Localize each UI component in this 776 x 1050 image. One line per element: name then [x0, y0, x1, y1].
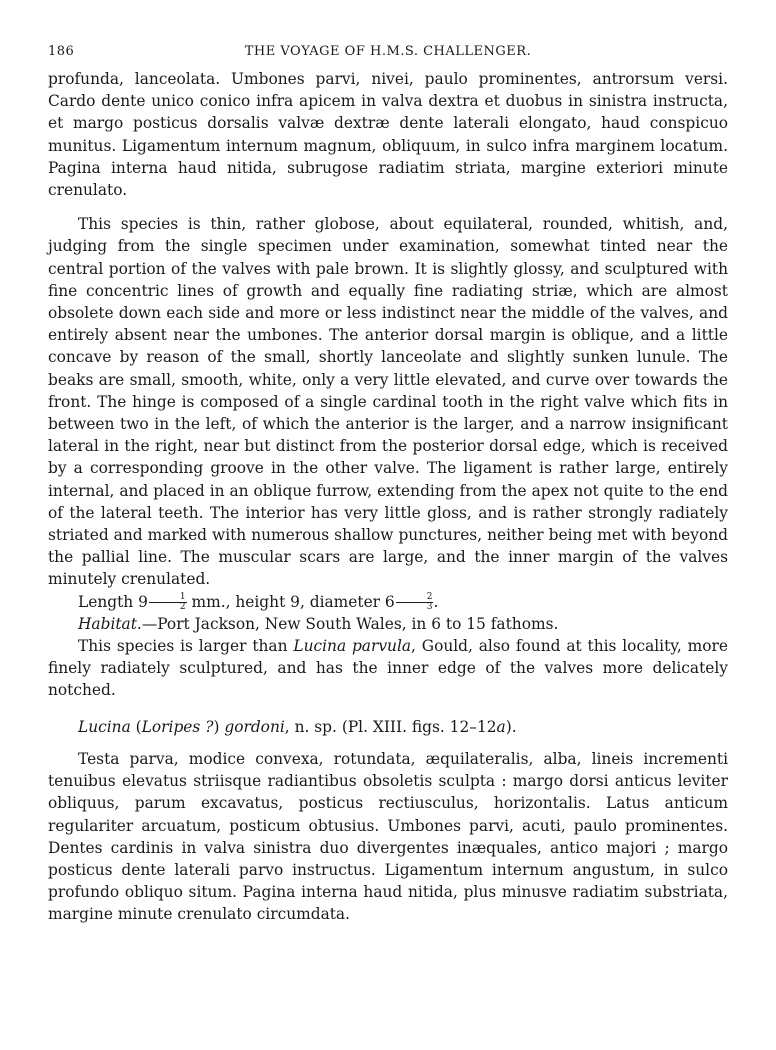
species-genus: Lucina	[78, 717, 131, 736]
diameter-fraction-numerator: 2	[396, 593, 434, 603]
habitat-label: Habitat.	[78, 614, 142, 633]
species-heading	[48, 716, 728, 738]
length-label: Length 9	[78, 592, 148, 611]
latin-description-2: Testa parva, modice convexa, rotundata, æquilateralis, alba, lineis incrementi tenuibus elevatus striisque radiantibus obsoletis sculpta : margo dorsi anticus leviter obliquus, parum excavatus, posticus rectiusculus, horizontalis. Latus anticum regulariter arcuatum, posticum obtusius. Umbones parvi, acuti, paulo prominentes. Dentes cardinis in valva sinistra duo divergentes inæquales, antico majori ; margo posticus dente laterali parvo instructus. Ligamentum internum angustum, in sulco profundo obliquo situm. Pagina interna haud nitida, plus minusve radiatim substriata, margine minute crenulato circumdata.	[48, 749, 728, 924]
measurements-end: .	[433, 592, 439, 611]
measurements-line	[48, 591, 728, 613]
species-rest: , n. sp. (Pl. XIII. figs. 12–12	[284, 717, 497, 736]
species-fig-suffix: a	[496, 717, 506, 736]
diameter-fraction-denominator: 3	[426, 602, 433, 613]
running-title: THE VOYAGE OF H.M.S. CHALLENGER.	[244, 44, 532, 59]
habitat-line	[48, 613, 728, 635]
comparison-after: , Gould, also found at this locality, more finely radiately sculptured, and has the inner edge of the valves more delicately notched.	[48, 637, 728, 700]
page	[48, 44, 728, 926]
comparison-paragraph	[48, 635, 728, 702]
english-description: This species is thin, rather globose, about equilateral, rounded, whitish, and, judging from the single specimen under examination, somewhat tinted near the central portion of the valves with pale brown. It is slightly glossy, and sculptured with fine concentric lines of growth and equally fine radiating striæ, which are almost obsolete down each side and more or less indistinct near the middle of the valves, and entirely absent near the umbones. The anterior dorsal margin is oblique, and a little concave by reason of the small, shortly lanceolate and slightly sunken lunule. The beaks are small, smooth, white, only a very little elevated, and curve over towards the front. The hinge is composed of a single cardinal tooth in the right valve which fits in between two in the left, of which the anterior is the larger, and a narrow insignificant lateral in the right, near but distinct from the posterior dorsal edge, which is received by a corresponding groove in the other valve. The ligament is rather large, entirely internal, and placed in an oblique furrow, extending from the apex not quite to the end of the lateral teeth. The interior has very little gloss, and is rather strongly radiately striated and marked with numerous shallow punctures, neither being met with beyond the pallial line. The muscular scars are large, and the inner margin of the valves minutely crenulated.	[48, 215, 728, 589]
species-subgenus: Loripes ?	[141, 717, 214, 736]
species-open-paren: (	[130, 717, 142, 736]
length-fraction-denominator: 2	[179, 602, 186, 613]
comparison-before: This species is larger than	[78, 637, 294, 656]
page-number: 186	[48, 44, 75, 59]
length-fraction	[149, 593, 187, 612]
comparison-species: Lucina parvula	[293, 637, 412, 656]
page-header	[48, 44, 728, 68]
habitat-text: —Port Jackson, New South Wales, in 6 to 15 fathoms.	[141, 614, 559, 633]
species-name: gordoni	[224, 717, 285, 736]
diameter-fraction	[396, 593, 434, 612]
length-fraction-numerator: 1	[149, 593, 187, 603]
species-end: ).	[505, 717, 517, 736]
latin-description-1: profunda, lanceolata. Umbones parvi, nivei, paulo prominentes, antrorsum versi. Cardo dente unico conico infra apicem in valva dextra et duobus in sinistra instructa, et margo posticus dorsalis valvæ dextræ dente laterali elongato, haud conspicuo munitus. Ligamentum internum magnum, obliquum, in sulco infra marginem locatum. Pagina interna haud nitida, subrugose radiatim striata, margine exteriori minute crenulato.	[48, 70, 728, 200]
species-close-paren: )	[213, 717, 225, 736]
measurements-rest: mm., height 9, diameter 6	[186, 592, 395, 611]
